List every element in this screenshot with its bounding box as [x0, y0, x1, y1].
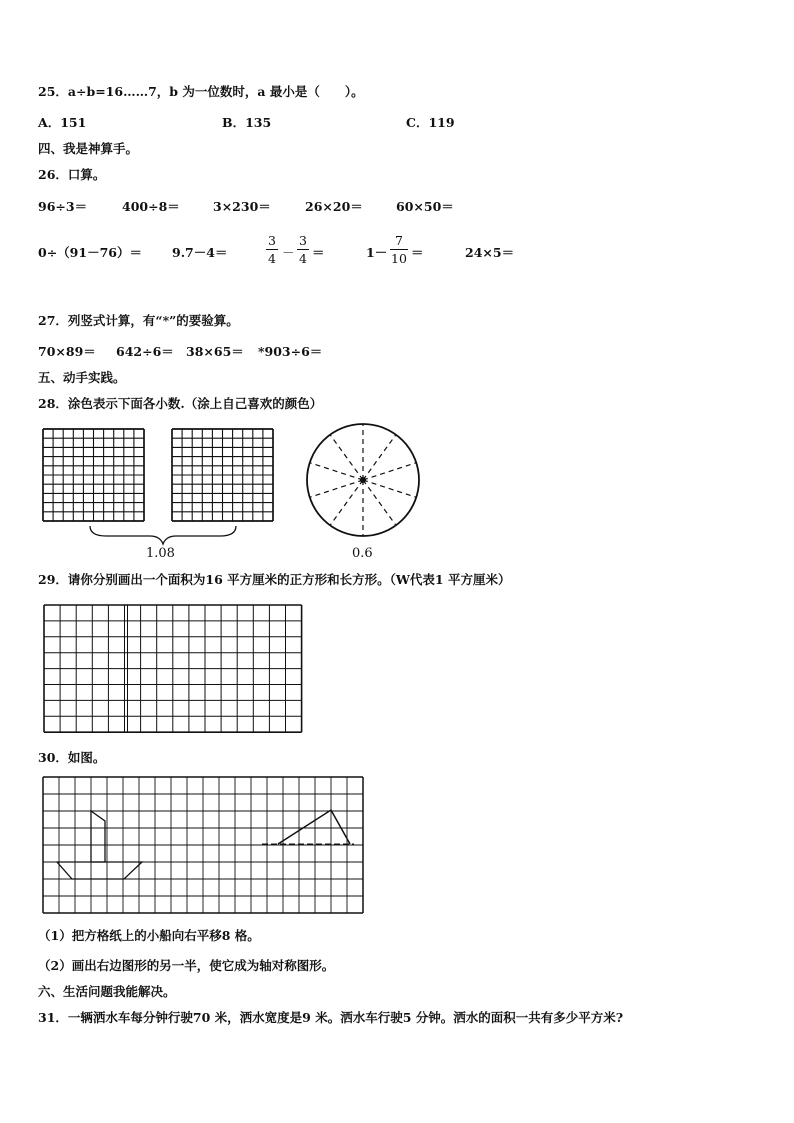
q26-title: 26．口算。	[38, 167, 106, 182]
q27-item-1: 70×89＝	[38, 344, 96, 359]
fraction-numerator: 3	[268, 233, 276, 248]
fraction-numerator: 3	[299, 233, 307, 248]
fraction-numerator: 7	[395, 233, 403, 248]
label-1-08: 1.08	[146, 546, 175, 561]
square-grid-q29	[43, 604, 303, 733]
section-6-heading: 六、生活问题我能解决。	[38, 984, 176, 999]
section-4-heading: 四、我是神算手。	[38, 141, 139, 156]
q26-item-7: 9.7－4＝	[172, 245, 228, 260]
fraction-7-10	[390, 233, 408, 266]
q30-title: 30．如图。	[38, 750, 106, 765]
q27-item-4: *903÷6＝	[258, 344, 323, 359]
q26-item-3: 3×230＝	[213, 199, 271, 214]
q25-option-b: B．135	[222, 115, 272, 130]
square-grid-q30	[42, 776, 364, 915]
label-0-6: 0.6	[352, 546, 373, 561]
section-5-heading: 五、动手实践。	[38, 370, 126, 385]
q28-title: 28．涂色表示下面各小数.（涂上自己喜欢的颜色）	[38, 396, 323, 411]
q25-text: 25．a÷b=16……7，b 为一位数时，a 最小是（ ）。	[38, 84, 364, 99]
one-minus: 1－	[366, 245, 388, 260]
q27-item-2: 642÷6＝	[116, 344, 174, 359]
fraction-denominator: 4	[268, 251, 276, 266]
q31-text: 31．一辆洒水车每分钟行驶70 米，洒水宽度是9 米。洒水车行驶5 分钟。洒水的面积一共有多少平方米?	[38, 1010, 624, 1025]
q26-item-1: 96÷3＝	[38, 199, 88, 214]
q26-item-6: 0÷（91－76）＝	[38, 245, 142, 260]
half-triangle-figure	[278, 810, 350, 844]
q26-item-4: 26×20＝	[305, 199, 363, 214]
circle-divided-10	[303, 422, 423, 538]
q27-title: 27．列竖式计算，有“*”的要验算。	[38, 313, 239, 328]
minus-sign: －	[282, 245, 295, 260]
q30-sub-2: （2）画出右边图形的另一半，使它成为轴对称图形。	[38, 958, 335, 973]
q25-option-a: A．151	[38, 115, 87, 130]
fraction-denominator: 10	[391, 251, 407, 266]
fraction-3-4-b	[297, 233, 309, 266]
hundred-grid-left	[42, 428, 145, 523]
fraction-3-4-a	[266, 233, 278, 266]
q30-sub-1: （1）把方格纸上的小船向右平移8 格。	[38, 928, 260, 943]
equals-sign: ＝	[411, 245, 424, 260]
q26-item-last: 24×5＝	[465, 245, 515, 260]
q26-item-5: 60×50＝	[396, 199, 454, 214]
q25-option-c: C．119	[406, 115, 455, 130]
q26-item-2: 400÷8＝	[122, 199, 180, 214]
fraction-denominator: 4	[299, 251, 307, 266]
equals-sign: ＝	[312, 245, 325, 260]
q27-item-3: 38×65＝	[186, 344, 244, 359]
grouping-brace	[88, 524, 238, 546]
hundred-grid-right	[171, 428, 274, 523]
q29-title: 29．请你分别画出一个面积为16 平方厘米的正方形和长方形。（W代表1 平方厘米）	[38, 572, 511, 587]
